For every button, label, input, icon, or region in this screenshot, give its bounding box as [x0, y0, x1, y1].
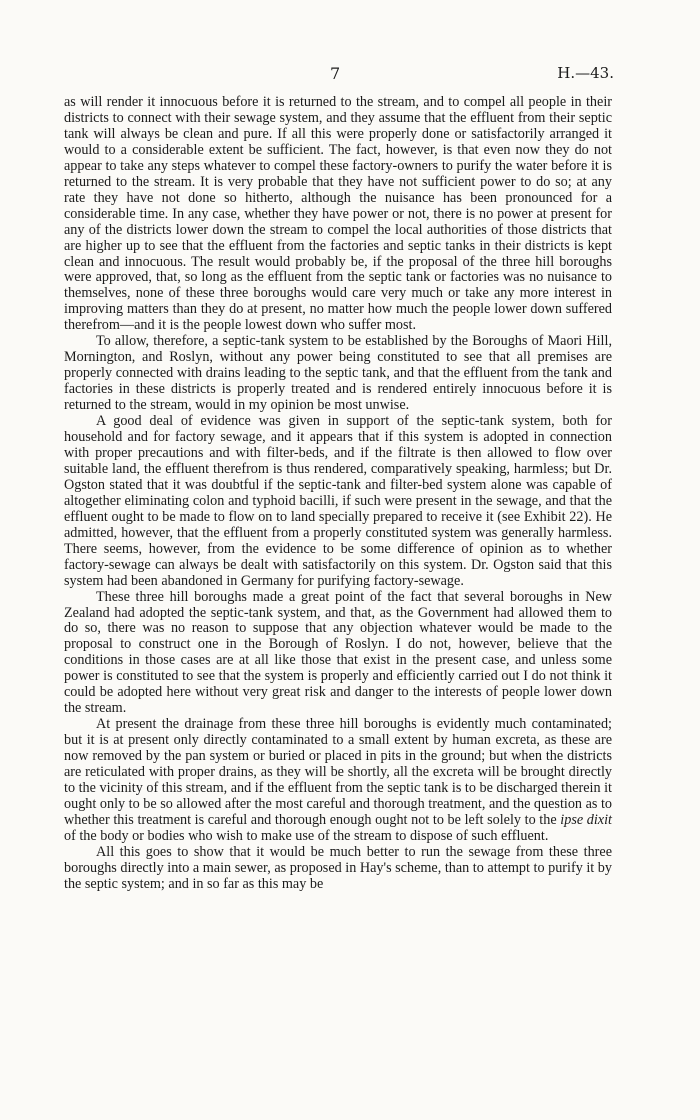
paragraph-text-before: At present the drainage from these three hill boroughs is evidently much contaminated; but it is at present only directly contaminated to a small extent by human excreta, as these are now removed by the pan system or buried or placed in pits in the ground; but when the districts are reticulated with proper drains, as they will be shortly, all the excreta will be brought directly to the vicinity of this stream, and if the effluent from the septic tank is to be discharged therein it ought only to be so allowed after the most careful and thorough treatment, and the question as to whether this treatment is careful and thorough enough ought not to be left solely to the — [64, 716, 612, 828]
paragraph-septic-tank-roslyn: To allow, therefore, a septic-tank system to be established by the Boroughs of Maori Hill, Mornington, and Roslyn, without any power being constituted to see that all premises are properly connected with drains leading to the septic tank, and that the effluent from the tank and factories in these districts is properly treated and is rendered entirely innocuous before it is returned to the stream, would in my opinion be most unwise. — [64, 333, 612, 414]
paragraph-text-after: of the body or bodies who wish to make use of the stream to dispose of such effluent. — [64, 827, 549, 844]
page-number: 7 — [330, 64, 341, 83]
page-header — [0, 64, 700, 84]
paragraph-main-sewer: All this goes to show that it would be much better to run the sewage from these three boroughs directly into a main sewer, as proposed in Hay's scheme, than to attempt to purify it by the septic system; and in so far as this may be — [64, 843, 612, 892]
paragraph-drainage-contamination — [64, 717, 612, 845]
paragraph-evidence-ogston: A good deal of evidence was given in support of the septic-tank system, both for household and for factory sewage, and it appears that if this system is adopted in connection with proper precautions and with filter-beds, and if the filtrate is then allowed to flow over suitable land, the effluent therefrom is thus rendered, comparatively speaking, harmless; but Dr. Ogston stated that it was doubtful if the septic-tank and filter-bed system alone was capable of altogether eliminating colon and typhoid bacilli, if such were present in the sewage, and that the effluent ought to be made to flow on to land specially prepared to receive it (see Exhibit 22). He admitted, however, that the effluent from a properly constituted system was generally harmless. There seems, however, from the evidence to be some difference of opinion as to whether factory-sewage can always be dealt with satisfactorily on this system. Dr. Ogston said that this system had been abandoned in Germany for purifying factory-sewage. — [64, 413, 612, 589]
document-code: H.—43. — [557, 64, 614, 82]
latin-phrase: ipse dixit — [560, 811, 612, 828]
body-text — [64, 95, 612, 893]
paragraph-continued: as will render it innocuous before it is returned to the stream, and to compel all people in their districts to connect with their sewage system, and they assume that the effluent from their septic tank will always be clean and pure. If all this were properly done or satisfactorily arranged it would to a considerable extent be sufficient. The fact, however, is that even now they do not appear to take any steps whatever to compel these factory-owners to purify the water before it is returned to the stream. It is very probable that they have not sufficient power to do so; at any rate they have not done so hitherto, although the nuisance has been pronounced for a considerable time. In any case, whether they have power or not, there is no power at present for any of the districts lower down the stream to compel the local authorities of those districts that are higher up to see that the effluent from the factories and septic tanks in their districts is kept clean and innocuous. The result would probably be, if the proposal of the three hill boroughs were approved, that, so long as the effluent from the septic tank or factories was no nuisance to themselves, none of these three boroughs would care very much or take any more interest in improving matters than they do at present, no matter how much the people lower down suffered therefrom—and it is the people lowest down who suffer most. — [64, 94, 612, 334]
paragraph-hill-boroughs: These three hill boroughs made a great point of the fact that several boroughs in New Zealand had adopted the septic-tank system, and that, as the Government had allowed them to do so, there was no reason to suppose that any objection whatever would be made to the proposal to construct one in the Borough of Roslyn. I do not, however, believe that the conditions in those cases are at all like those that exist in the present case, and unless some power is constituted to see that the system is properly and efficiently carried out I do not think it could be adopted here without very great risk and danger to the interests of people lower down the stream. — [64, 588, 612, 717]
